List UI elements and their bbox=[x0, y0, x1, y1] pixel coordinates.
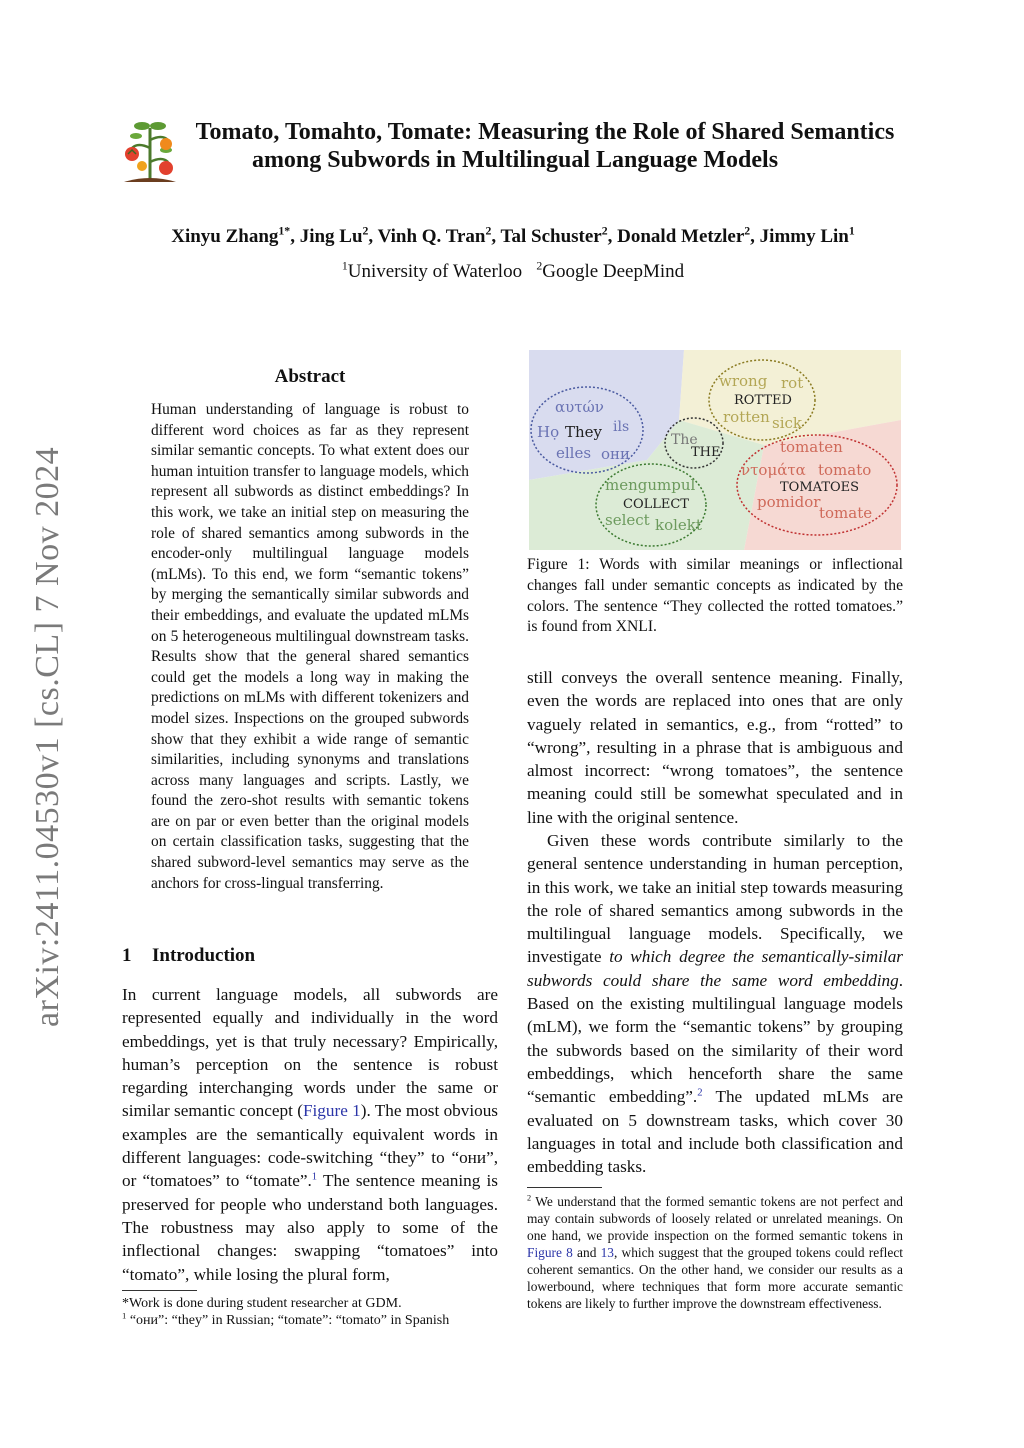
figure-word: mengumpul bbox=[605, 476, 696, 494]
figure-word: TOMATOES bbox=[780, 480, 860, 495]
affiliations: $^1$University of Waterloo $^2$Google DeepMind bbox=[341, 259, 685, 282]
author-name: Xinyu Zhang bbox=[171, 226, 279, 247]
figure-word: sick bbox=[772, 414, 802, 432]
footnote-divider bbox=[527, 1187, 602, 1188]
figure-reference-link[interactable]: 13 bbox=[600, 1245, 614, 1260]
figure-word: THE bbox=[691, 445, 721, 460]
figure-word: ROTTED bbox=[734, 393, 792, 408]
footnote-divider bbox=[122, 1290, 197, 1291]
author-name: Donald Metzler bbox=[617, 226, 745, 247]
footnote-link[interactable]: 1 bbox=[311, 1171, 318, 1183]
figure-word: COLLECT bbox=[623, 497, 689, 512]
abstract-text: Human understanding of language is robust to different word choices as far as they represent similar semantic concepts. To what extent does our human intuition transfer to language models, which represent all subwords as distinct embeddings? In this work, we take an initial step on measuring the role of shared semantics among subwords in the encoder-only multilingual language models (mLMs). To this end, we form “semantic tokens” by merging the semantically similar subwords and their embeddings, and evaluate the updated mLMs on 5 heterogeneous multilingual downstream tasks. Results show that the general shared semantics could get the models a long way in making the predictions on mLMs with different tokenizers and model sizes. Inspections on the grouped subwords show that they exhibit a wide range of semantic similarities, including synonyms and translations across many languages and scripts. Lastly, we found the zero-shot results with semantic tokens are on par or even better than the original models on certain classification tasks, suggesting that the shared subword-level semantics may serve as the anchors for cross-lingual transferring. bbox=[151, 401, 469, 892]
figure-word: select bbox=[605, 511, 650, 529]
figure-word: They bbox=[565, 423, 603, 441]
author-name: Jing Lu bbox=[299, 226, 363, 247]
footnotes-left bbox=[122, 1295, 498, 1329]
paper-title bbox=[120, 118, 910, 174]
figure-word: Họ bbox=[537, 423, 560, 441]
footnote-link[interactable]: 2 bbox=[697, 1087, 703, 1099]
affiliation-name: University of Waterloo bbox=[347, 261, 523, 282]
intro-paragraph-2: still conveys the overall sentence meaning. Finally, even the words are replaced into ones that are only vaguely related in semantics, e.g., from “rotted” to “wrong”, resulting in a phrase that is ambiguous and almost incorrect: “wrong tomatoes”, the sentence meaning could still be somewhat speculated and in line with the original sentence. bbox=[527, 668, 903, 827]
footnote-star: *Work is done during student researcher at GDM. bbox=[122, 1296, 402, 1311]
figure-caption: Figure 1: Words with similar meanings or inflectional changes fall under semantic concepts as indicated by the colors. The sentence “They collected the rotted tomatoes.” is found from XNLI. bbox=[527, 556, 903, 636]
figure-word: rot bbox=[781, 374, 804, 392]
figure-word: tomaten bbox=[780, 438, 843, 456]
author-list: Xinyu Zhang$^{1*}$, Jing Lu$^2$, Vinh Q. Tran$^2$, Tal Schuster$^2$, Donald Metzler$^2$, Jimmy Lin$^1$ bbox=[171, 224, 855, 247]
tomato-plant-icon bbox=[122, 118, 178, 184]
author-name: Tal Schuster bbox=[500, 226, 602, 247]
figure-word: они bbox=[601, 445, 631, 463]
section-heading: 1 Introduction bbox=[122, 945, 256, 966]
arxiv-identifier: arXiv:2411.04530v1 [cs.CL] 7 Nov 2024 bbox=[29, 446, 66, 1027]
figure-reference-link[interactable]: Figure 1 bbox=[302, 1101, 361, 1121]
author-name: Jimmy Lin bbox=[759, 226, 849, 247]
figure-word: rotten bbox=[723, 408, 770, 426]
title-line-1: Tomato, Tomahto, Tomate: Measuring the Role of Shared Semantics bbox=[195, 119, 895, 145]
intro-paragraph-1: In current language models, all subwords are represented equally and individually in the word embeddings, yet is that truly necessary? Empirically, human’s perception on the sentence is robust regarding interchanging words under the same or similar semantic concept (Figure 1). The most obvious examples are the semantically equivalent words in different languages: code-switching “they” to “они”, or “tomatoes” to “tomate”.$^1$ The sentence meaning is preserved for people who understand both languages. The robustness may also apply to some of the inflectional changes: swapping “tomatoes” into “tomato”, while losing the plural form, bbox=[122, 985, 498, 1284]
figure-word: ils bbox=[613, 419, 630, 435]
figure-word: tomate bbox=[819, 504, 873, 522]
figure-word: wrong bbox=[719, 372, 768, 390]
semantic-concepts-figure bbox=[529, 350, 901, 550]
abstract-heading: Abstract bbox=[274, 366, 346, 387]
intro-paragraph-3: Given these words contribute similarly to the general sentence understanding in human perception, in this work, we take an initial step towards measuring the role of shared semantics among subwords in the multilingual language models. Specifically, we investigate to which degree the semantically-similar subwords could share the same word embedding. Based on the existing multilingual language models (mLM), we form the “semantic tokens” by grouping the subwords based on the similarity of their word embeddings, which henceforth share the same “semantic embedding”.$^2$ The updated mLMs are evaluated on 5 downstream tasks, which cover 30 languages in total and include both classification and embedding tasks. bbox=[527, 831, 903, 1177]
figure-reference-link[interactable]: Figure 8 bbox=[527, 1245, 573, 1260]
title-line-2: among Subwords in Multilingual Language Models bbox=[251, 147, 779, 173]
figure-word: The bbox=[671, 432, 698, 448]
affiliation-name: Google DeepMind bbox=[542, 261, 685, 282]
figure-word: ντομάτα bbox=[741, 461, 806, 479]
figure-word: αυτών bbox=[555, 398, 604, 416]
footnote-2: $^2$ We understand that the formed semantic tokens are not perfect and may contain subwords of loosely related or unrelated meanings. On one hand, we provide inspection on the formed semantic tokens in Figure 8 and 13, which suggest that the grouped tokens could reflect coherent semantics. On the other hand, we consider our results as a lowerbound, where techniques that form more accurate semantic tokens are likely to further improve the downstream effectiveness. bbox=[527, 1193, 903, 1311]
footnote-1: $^1$ “они”: “they” in Russian; “tomate”: “tomato” in Spanish bbox=[122, 1310, 450, 1328]
author-name: Vinh Q. Tran bbox=[377, 226, 486, 247]
figure-word: tomato bbox=[818, 461, 872, 479]
figure-word: pomidor bbox=[757, 493, 821, 511]
figure-word: elles bbox=[556, 444, 592, 462]
figure-word: kolekt bbox=[655, 516, 702, 534]
